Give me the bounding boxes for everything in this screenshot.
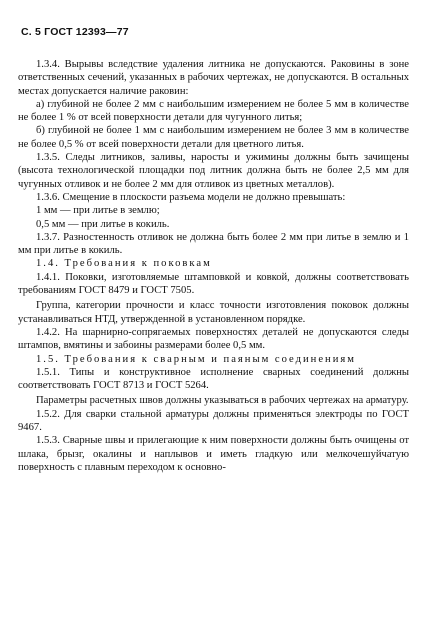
paragraph-1-4-1: 1.4.1. Поковки, изготовляемые штамповкой и ковкой, должны соответствовать требованиям ГОСТ 8479 и ГОСТ 7505.	[18, 271, 409, 297]
paragraph-1-5-3: 1.5.3. Сварные швы и прилегающие к ним поверхности должны быть очищены от шлака, брызг, окалины и наплывов и иметь гладкую или мелкочешуйчатую поверхность с плавным переходом к основно-	[18, 435, 409, 473]
paragraph-1-5-1: 1.5.1. Типы и конструктивное исполнение сварных соединений должны соответствовать ГОСТ 8713 и ГОСТ 5264.	[18, 366, 409, 392]
paragraph-1-4-2: 1.4.2. На шарнирно-сопрягаемых поверхностях деталей не допускаются следы штампов, вмятины и забоины размерами более 0,5 мм.	[18, 326, 409, 352]
paragraph-forging-groups: Группа, категории прочности и класс точности изготовления поковок должны устанавливаться НТД, утвержденной в установленном порядке.	[18, 300, 409, 325]
section-heading-1-4: 1.4. Требования к поковкам	[36, 258, 212, 270]
page-header: С. 5 ГОСТ 12393—77	[21, 26, 129, 38]
paragraph-weld-parameters: Параметры расчетных швов должны указываться в рабочих чертежах на арматуру.	[36, 395, 409, 407]
paragraph-item-b: б) глубиной не более 1 мм с наибольшим измерением не более 3 мм в количестве не более 0,5 % от всей поверхности детали для цветного литья.	[18, 125, 409, 150]
paragraph-1-5-2: 1.5.2. Для сварки стальной арматуры должны применяться электроды по ГОСТ 9467.	[18, 408, 409, 434]
paragraph-1-3-4: 1.3.4. Вырывы вследствие удаления литника не допускаются. Раковины в зоне ответственных сечений, указанных в рабочих чертежах, не допускаются. В остальных местах допускается наличие раковин:	[18, 59, 409, 97]
list-item-chill-casting: 0,5 мм — при литье в кокиль.	[36, 218, 170, 230]
paragraph-1-3-5: 1.3.5. Следы литников, заливы, наросты и ужимины должны быть зачищены (высота технологической площадки под литник должна быть не более 2,5 мм для чугунных отливок и не более 2 мм для отливок из цветных металлов).	[18, 152, 409, 190]
paragraph-1-3-7: 1.3.7. Разностенность отливок не должна быть более 2 мм при литье в землю и 1 мм при литье в кокиль.	[18, 231, 409, 257]
list-item-sand-casting: 1 мм — при литье в землю;	[36, 205, 160, 217]
paragraph-1-3-6: 1.3.6. Смещение в плоскости разъема модели не должно превышать:	[36, 191, 346, 203]
document-body	[18, 58, 409, 474]
paragraph-item-a: а) глубиной не более 2 мм с наибольшим измерением не более 5 мм в количестве не более 1 % от всей поверхности детали для чугунного литья;	[18, 98, 409, 124]
section-heading-1-5: 1.5. Требования к сварным и паяным соединениям	[36, 353, 356, 365]
